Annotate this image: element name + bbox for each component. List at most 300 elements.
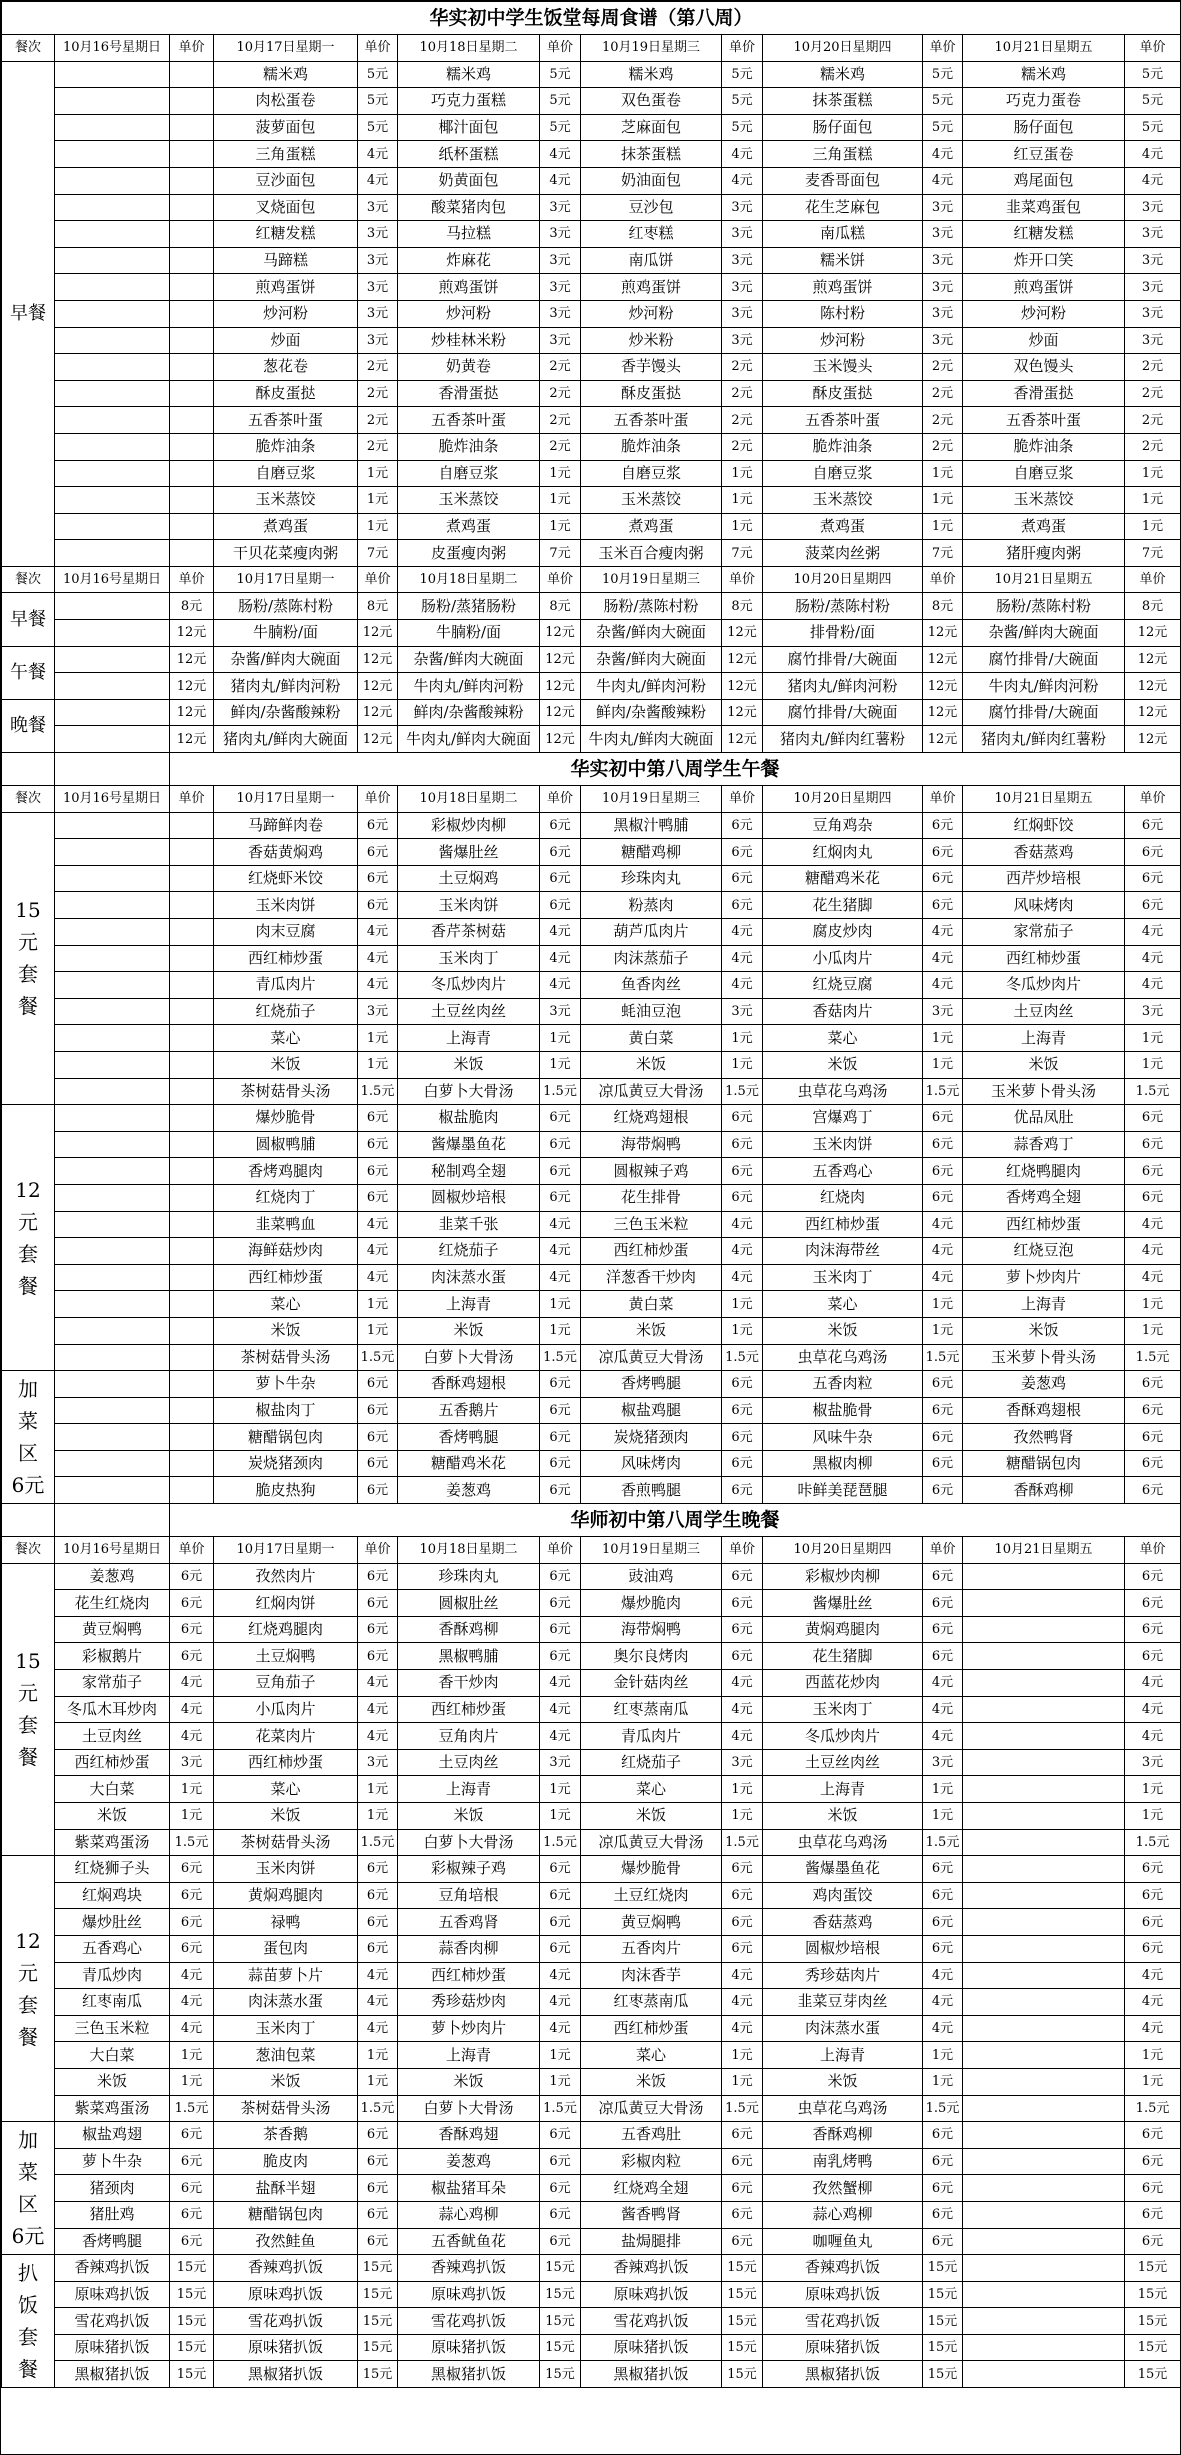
price-cell: 4元 xyxy=(540,1989,581,2016)
dish-cell: 炒河粉 xyxy=(963,300,1125,327)
header-row xyxy=(2,1537,1181,1564)
dish-cell xyxy=(55,593,170,620)
dish-cell: 酱爆肚丝 xyxy=(398,839,540,866)
price-cell xyxy=(170,1264,214,1291)
dish-cell: 肉沫蒸水蛋 xyxy=(214,1989,358,2016)
dish-cell: 香酥鸡柳 xyxy=(398,1616,540,1643)
menu-row xyxy=(2,1264,1181,1291)
dish-cell: 上海青 xyxy=(763,2042,923,2069)
price-cell: 2元 xyxy=(923,433,963,460)
dish-cell: 米饭 xyxy=(581,1317,722,1344)
dish-cell: 南瓜糕 xyxy=(763,221,923,248)
dish-cell xyxy=(55,460,170,487)
price-cell: 6元 xyxy=(358,1105,398,1132)
dish-cell: 风味烤肉 xyxy=(963,892,1125,919)
dish-cell: 糯米饼 xyxy=(763,247,923,274)
day-header: 10月19日星期三 xyxy=(581,786,722,813)
price-cell: 6元 xyxy=(358,2122,398,2149)
price-cell: 4元 xyxy=(1125,1670,1181,1697)
dish-cell: 酱爆肚丝 xyxy=(763,1590,923,1617)
dish-cell: 肉沫海带丝 xyxy=(763,1238,923,1265)
dish-cell: 牛肉丸/鲜肉河粉 xyxy=(398,673,540,700)
dish-cell xyxy=(963,2175,1125,2202)
price-cell: 15元 xyxy=(722,2334,763,2361)
price-cell xyxy=(170,865,214,892)
dish-cell: 玉米肉丁 xyxy=(763,1696,923,1723)
dish-cell: 原味猪扒饭 xyxy=(214,2334,358,2361)
price-cell: 6元 xyxy=(923,1909,963,1936)
dish-cell xyxy=(963,1696,1125,1723)
price-cell: 6元 xyxy=(540,1184,581,1211)
dish-cell: 黑椒汁鸭脯 xyxy=(581,812,722,839)
price-cell: 3元 xyxy=(540,1749,581,1776)
dish-cell: 肠粉/蒸陈村粉 xyxy=(581,593,722,620)
dish-cell: 上海青 xyxy=(398,2042,540,2069)
price-cell: 15元 xyxy=(170,2308,214,2335)
menu-row xyxy=(2,327,1181,354)
price-cell: 15元 xyxy=(540,2308,581,2335)
price-cell: 2元 xyxy=(923,380,963,407)
dish-cell: 凉瓜黄豆大骨汤 xyxy=(581,1078,722,1105)
dish-cell xyxy=(963,2255,1125,2282)
price-cell: 12元 xyxy=(358,646,398,673)
price-cell: 15元 xyxy=(540,2334,581,2361)
price-cell: 6元 xyxy=(1125,1882,1181,1909)
price-cell: 4元 xyxy=(1125,1989,1181,2016)
dish-cell: 酥皮蛋挞 xyxy=(763,380,923,407)
dish-cell: 杂酱/鲜肉大碗面 xyxy=(214,646,358,673)
dish-cell: 红枣南瓜 xyxy=(55,1989,170,2016)
price-cell: 3元 xyxy=(1125,1749,1181,1776)
dish-cell: 西红柿炒蛋 xyxy=(581,2015,722,2042)
price-cell: 6元 xyxy=(540,1397,581,1424)
dish-cell: 红糖发糕 xyxy=(214,221,358,248)
price-cell: 6元 xyxy=(1125,1397,1181,1424)
dish-cell: 米饭 xyxy=(214,2068,358,2095)
price-cell: 2元 xyxy=(540,354,581,381)
dish-cell: 三角蛋糕 xyxy=(214,141,358,168)
price-cell: 6元 xyxy=(722,1371,763,1398)
meal-category-label: 加 菜 区 6元 xyxy=(2,1371,55,1504)
price-cell: 3元 xyxy=(540,998,581,1025)
price-cell: 5元 xyxy=(358,114,398,141)
dish-cell: 五香鸡肾 xyxy=(398,1909,540,1936)
dish-cell: 西芹炒培根 xyxy=(963,865,1125,892)
dish-cell: 西红柿炒蛋 xyxy=(963,1211,1125,1238)
dish-cell xyxy=(55,141,170,168)
menu-row xyxy=(2,839,1181,866)
dish-cell: 菜心 xyxy=(763,1025,923,1052)
menu-row xyxy=(2,1397,1181,1424)
price-cell: 5元 xyxy=(540,114,581,141)
price-cell xyxy=(170,540,214,567)
dish-cell: 彩椒炒肉柳 xyxy=(763,1563,923,1590)
dish-cell: 西红柿炒蛋 xyxy=(963,945,1125,972)
price-cell xyxy=(170,487,214,514)
dish-cell: 酥皮蛋挞 xyxy=(581,380,722,407)
dish-cell: 孜然蟹柳 xyxy=(763,2175,923,2202)
dish-cell: 西红柿炒蛋 xyxy=(398,1962,540,1989)
dish-cell: 五香鸡肚 xyxy=(581,2122,722,2149)
price-cell: 1元 xyxy=(358,2068,398,2095)
dish-cell: 肉沫蒸水蛋 xyxy=(763,2015,923,2042)
price-cell: 1.5元 xyxy=(170,2095,214,2122)
price-cell: 6元 xyxy=(1125,1590,1181,1617)
price-cell: 1元 xyxy=(923,460,963,487)
dish-cell: 腐皮炒肉 xyxy=(763,919,923,946)
dish-cell: 香菇蒸鸡 xyxy=(763,1909,923,1936)
price-cell: 1.5元 xyxy=(923,1078,963,1105)
menu-row xyxy=(2,865,1181,892)
price-cell: 6元 xyxy=(358,1935,398,1962)
price-cell: 6元 xyxy=(540,1909,581,1936)
meal-category-label: 扒 饭 套 餐 xyxy=(2,2255,55,2388)
price-cell: 3元 xyxy=(540,247,581,274)
dish-cell: 酱爆墨鱼花 xyxy=(398,1131,540,1158)
price-cell: 15元 xyxy=(1125,2361,1181,2388)
dish-cell: 肉沫香芋 xyxy=(581,1962,722,1989)
dish-cell: 椰汁面包 xyxy=(398,114,540,141)
meal-category-label: 加 菜 区 6元 xyxy=(2,2122,55,2255)
dish-cell: 原味鸡扒饭 xyxy=(763,2281,923,2308)
dish-cell: 玉米肉饼 xyxy=(763,1131,923,1158)
price-cell: 4元 xyxy=(923,141,963,168)
price-cell: 4元 xyxy=(923,1238,963,1265)
price-cell: 4元 xyxy=(540,2015,581,2042)
price-cell: 1元 xyxy=(923,1291,963,1318)
price-cell: 6元 xyxy=(1125,1450,1181,1477)
dish-cell: 腐竹排骨/大碗面 xyxy=(963,699,1125,726)
dish-cell: 花生排骨 xyxy=(581,1184,722,1211)
price-cell: 6元 xyxy=(1125,1477,1181,1504)
price-cell: 1元 xyxy=(540,513,581,540)
price-cell xyxy=(170,380,214,407)
price-cell: 1元 xyxy=(722,1025,763,1052)
dish-cell xyxy=(55,433,170,460)
price-cell: 15元 xyxy=(358,2255,398,2282)
menu-row xyxy=(2,513,1181,540)
dish-cell: 米饭 xyxy=(398,1803,540,1830)
price-cell: 3元 xyxy=(358,327,398,354)
price-cell: 6元 xyxy=(722,2175,763,2202)
dish-cell xyxy=(55,1025,170,1052)
price-cell xyxy=(170,1105,214,1132)
price-cell: 6元 xyxy=(923,1590,963,1617)
price-cell: 3元 xyxy=(1125,274,1181,301)
dish-cell: 爆炒脆骨 xyxy=(581,1856,722,1883)
dish-cell: 五香茶叶蛋 xyxy=(963,407,1125,434)
dish-cell: 奥尔良烤肉 xyxy=(581,1643,722,1670)
price-cell: 4元 xyxy=(540,1211,581,1238)
price-cell: 1.5元 xyxy=(1125,1829,1181,1856)
dish-cell: 优品凤肚 xyxy=(963,1105,1125,1132)
price-header: 单价 xyxy=(358,786,398,813)
dish-cell: 原味猪扒饭 xyxy=(398,2334,540,2361)
dish-cell: 金针菇肉丝 xyxy=(581,1670,722,1697)
dish-cell: 家常茄子 xyxy=(55,1670,170,1697)
menu-row xyxy=(2,1962,1181,1989)
price-cell: 12元 xyxy=(1125,699,1181,726)
dish-cell: 五香肉片 xyxy=(581,1935,722,1962)
dish-cell: 圆椒肚丝 xyxy=(398,1590,540,1617)
price-cell: 5元 xyxy=(923,61,963,88)
price-cell: 5元 xyxy=(722,88,763,115)
dish-cell: 玉米肉饼 xyxy=(398,892,540,919)
dish-cell xyxy=(55,1131,170,1158)
dish-cell: 红烧茄子 xyxy=(581,1749,722,1776)
price-cell: 1.5元 xyxy=(722,1829,763,1856)
dish-cell: 蒜心鸡柳 xyxy=(398,2201,540,2228)
day-header: 10月20日星期四 xyxy=(763,35,923,62)
price-cell: 4元 xyxy=(722,1723,763,1750)
price-cell: 5元 xyxy=(540,61,581,88)
price-cell: 3元 xyxy=(923,247,963,274)
price-cell: 1.5元 xyxy=(722,1078,763,1105)
dish-cell: 原味鸡扒饭 xyxy=(398,2281,540,2308)
dish-cell xyxy=(55,892,170,919)
price-cell: 1元 xyxy=(923,1317,963,1344)
dish-cell: 炒桂林米粉 xyxy=(398,327,540,354)
dish-cell: 五香鱿鱼花 xyxy=(398,2228,540,2255)
dish-cell: 牛肉丸/鲜肉大碗面 xyxy=(581,726,722,753)
dish-cell: 玉米百合瘦肉粥 xyxy=(581,540,722,567)
dish-cell: 孜然鸭肾 xyxy=(963,1424,1125,1451)
price-cell: 3元 xyxy=(923,274,963,301)
menu-row xyxy=(2,1477,1181,1504)
dinner-title: 华师初中第八周学生晚餐 xyxy=(170,1504,1181,1537)
dish-cell xyxy=(963,1776,1125,1803)
price-cell: 6元 xyxy=(540,2148,581,2175)
dish-cell: 炒河粉 xyxy=(763,327,923,354)
price-cell: 6元 xyxy=(923,1184,963,1211)
dish-cell: 彩椒辣子鸡 xyxy=(398,1856,540,1883)
price-cell: 5元 xyxy=(1125,88,1181,115)
dish-cell: 宫爆鸡丁 xyxy=(763,1105,923,1132)
price-cell xyxy=(170,1397,214,1424)
price-cell: 1.5元 xyxy=(540,1829,581,1856)
price-cell: 4元 xyxy=(358,945,398,972)
dish-cell: 牛腩粉/面 xyxy=(398,620,540,647)
dish-cell: 葫芦瓜肉片 xyxy=(581,919,722,946)
dish-cell: 糯米鸡 xyxy=(581,61,722,88)
dish-cell: 纸杯蛋糕 xyxy=(398,141,540,168)
dish-cell xyxy=(55,1105,170,1132)
price-cell: 1元 xyxy=(540,1025,581,1052)
dish-cell: 红焖肉饼 xyxy=(214,1590,358,1617)
price-cell: 2元 xyxy=(1125,407,1181,434)
price-cell: 4元 xyxy=(722,972,763,999)
dish-cell: 玉米蒸饺 xyxy=(581,487,722,514)
dish-cell: 香酥鸡柳 xyxy=(763,2122,923,2149)
price-cell: 12元 xyxy=(722,699,763,726)
menu-row xyxy=(2,1078,1181,1105)
price-cell: 15元 xyxy=(923,2308,963,2335)
price-cell: 6元 xyxy=(722,2228,763,2255)
dish-cell: 凉瓜黄豆大骨汤 xyxy=(581,1344,722,1371)
price-cell: 5元 xyxy=(923,114,963,141)
price-cell: 3元 xyxy=(923,327,963,354)
price-cell: 15元 xyxy=(923,2361,963,2388)
price-cell: 1元 xyxy=(540,1051,581,1078)
dish-cell xyxy=(963,2334,1125,2361)
menu-row xyxy=(2,487,1181,514)
menu-row xyxy=(2,1723,1181,1750)
dish-cell: 雪花鸡扒饭 xyxy=(214,2308,358,2335)
dish-cell: 肠粉/蒸陈村粉 xyxy=(763,593,923,620)
dish-cell: 香菇肉片 xyxy=(763,998,923,1025)
dish-cell xyxy=(55,61,170,88)
price-cell: 12元 xyxy=(170,620,214,647)
dish-cell: 红枣蒸南瓜 xyxy=(581,1989,722,2016)
price-cell: 4元 xyxy=(1125,1962,1181,1989)
dish-cell: 豆沙包 xyxy=(581,194,722,221)
dish-cell: 猪肉丸/鲜肉红薯粉 xyxy=(963,726,1125,753)
dish-cell: 米饭 xyxy=(214,1317,358,1344)
dish-cell: 葱油包菜 xyxy=(214,2042,358,2069)
dish-cell: 鸡肉蛋饺 xyxy=(763,1882,923,1909)
dish-cell: 土豆肉丝 xyxy=(55,1723,170,1750)
price-cell: 6元 xyxy=(923,1450,963,1477)
price-cell: 6元 xyxy=(170,1563,214,1590)
price-cell: 6元 xyxy=(923,1856,963,1883)
dish-cell xyxy=(963,2201,1125,2228)
dish-cell: 奶油面包 xyxy=(581,167,722,194)
price-cell: 1.5元 xyxy=(170,1829,214,1856)
price-cell: 6元 xyxy=(540,2201,581,2228)
dish-cell xyxy=(963,2068,1125,2095)
dish-cell xyxy=(963,2148,1125,2175)
dish-cell: 黄焖鸡腿肉 xyxy=(763,1616,923,1643)
price-cell: 4元 xyxy=(170,1670,214,1697)
price-cell: 6元 xyxy=(923,2175,963,2202)
price-cell: 15元 xyxy=(358,2308,398,2335)
menu-row xyxy=(2,300,1181,327)
dish-cell: 香烤鸡全翅 xyxy=(963,1184,1125,1211)
price-cell: 4元 xyxy=(540,1696,581,1723)
dish-cell: 米饭 xyxy=(581,2068,722,2095)
price-cell: 4元 xyxy=(1125,1723,1181,1750)
dish-cell xyxy=(55,839,170,866)
menu-row xyxy=(2,2201,1181,2228)
price-cell: 6元 xyxy=(358,1909,398,1936)
dish-cell xyxy=(963,1670,1125,1697)
price-cell: 3元 xyxy=(722,247,763,274)
price-cell: 4元 xyxy=(358,2015,398,2042)
section-title-row xyxy=(2,2,1181,35)
price-cell: 6元 xyxy=(358,1563,398,1590)
price-cell: 4元 xyxy=(358,1670,398,1697)
dish-cell: 煎鸡蛋饼 xyxy=(581,274,722,301)
dish-cell: 玉米肉饼 xyxy=(214,892,358,919)
price-cell xyxy=(170,61,214,88)
price-cell: 3元 xyxy=(722,274,763,301)
price-cell: 12元 xyxy=(923,646,963,673)
dish-cell: 米饭 xyxy=(214,1803,358,1830)
price-cell xyxy=(170,1184,214,1211)
dish-cell: 爆炒脆肉 xyxy=(581,1590,722,1617)
dish-cell: 西红柿炒蛋 xyxy=(214,1749,358,1776)
price-cell: 6元 xyxy=(358,2228,398,2255)
price-cell: 5元 xyxy=(540,88,581,115)
dish-cell: 肉沫蒸茄子 xyxy=(581,945,722,972)
dish-cell: 炸开口笑 xyxy=(963,247,1125,274)
price-cell: 4元 xyxy=(358,1696,398,1723)
dish-cell: 糖醋鸡米花 xyxy=(398,1450,540,1477)
price-cell xyxy=(170,919,214,946)
price-cell: 6元 xyxy=(923,1477,963,1504)
price-cell: 1元 xyxy=(540,460,581,487)
dish-cell: 菠菜肉丝粥 xyxy=(763,540,923,567)
price-cell: 12元 xyxy=(923,699,963,726)
dish-cell: 萝卜牛杂 xyxy=(214,1371,358,1398)
price-cell: 3元 xyxy=(1125,998,1181,1025)
dish-cell: 红烧豆腐 xyxy=(763,972,923,999)
dish-cell xyxy=(55,513,170,540)
price-cell: 1元 xyxy=(540,1291,581,1318)
price-cell: 6元 xyxy=(1125,1105,1181,1132)
dish-cell: 上海青 xyxy=(398,1776,540,1803)
price-cell: 6元 xyxy=(923,1397,963,1424)
menu-row xyxy=(2,2148,1181,2175)
price-cell: 4元 xyxy=(358,141,398,168)
price-cell: 6元 xyxy=(358,1477,398,1504)
price-cell: 3元 xyxy=(1125,221,1181,248)
price-cell: 6元 xyxy=(1125,1616,1181,1643)
dish-cell: 彩椒炒肉柳 xyxy=(398,812,540,839)
price-cell: 15元 xyxy=(722,2308,763,2335)
price-cell: 6元 xyxy=(358,1882,398,1909)
dish-cell: 抹茶蛋糕 xyxy=(581,141,722,168)
price-cell: 1元 xyxy=(1125,460,1181,487)
price-cell: 4元 xyxy=(540,1723,581,1750)
menu-row xyxy=(2,699,1181,726)
price-cell: 15元 xyxy=(923,2334,963,2361)
day-header: 10月16号星期日 xyxy=(55,35,170,62)
price-header: 单价 xyxy=(540,566,581,593)
menu-row xyxy=(2,1643,1181,1670)
dish-cell xyxy=(55,1158,170,1185)
price-cell: 4元 xyxy=(923,1989,963,2016)
dish-cell: 土豆红烧肉 xyxy=(581,1882,722,1909)
price-cell: 1元 xyxy=(170,1803,214,1830)
price-cell: 1元 xyxy=(358,1025,398,1052)
price-cell: 1元 xyxy=(722,2068,763,2095)
price-cell: 6元 xyxy=(923,2122,963,2149)
menu-row xyxy=(2,1909,1181,1936)
dish-cell: 猪肉丸/鲜肉河粉 xyxy=(763,673,923,700)
price-cell: 5元 xyxy=(923,88,963,115)
dish-cell: 茶树菇骨头汤 xyxy=(214,2095,358,2122)
dish-cell: 腐竹排骨/大碗面 xyxy=(963,646,1125,673)
dish-cell: 黑椒猪扒饭 xyxy=(581,2361,722,2388)
dish-cell: 香芋馒头 xyxy=(581,354,722,381)
dish-cell: 圆椒炒培根 xyxy=(398,1184,540,1211)
day-header: 10月21日星期五 xyxy=(963,786,1125,813)
price-cell: 7元 xyxy=(540,540,581,567)
dish-cell: 蒜心鸡柳 xyxy=(763,2201,923,2228)
dish-cell xyxy=(55,1450,170,1477)
dish-cell: 香煎鸭腿 xyxy=(581,1477,722,1504)
menu-row xyxy=(2,354,1181,381)
price-cell: 12元 xyxy=(540,620,581,647)
dish-cell xyxy=(55,1184,170,1211)
price-cell: 1.5元 xyxy=(923,2095,963,2122)
price-cell: 4元 xyxy=(170,2015,214,2042)
menu-row xyxy=(2,1238,1181,1265)
dish-cell: 海带焖鸭 xyxy=(581,1616,722,1643)
dish-cell: 姜葱鸡 xyxy=(963,1371,1125,1398)
price-cell: 6元 xyxy=(170,1616,214,1643)
